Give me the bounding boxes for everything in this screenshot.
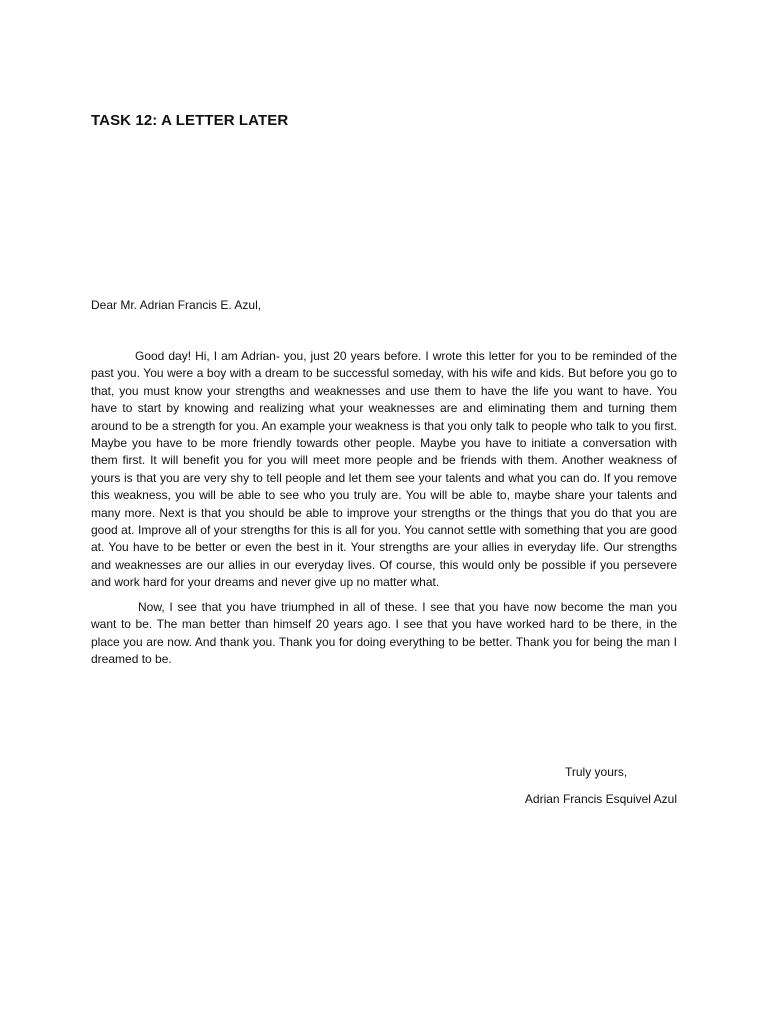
letter-paragraph-1: Good day! Hi, I am Adrian- you, just 20 years before. I wrote this letter for you to be reminded of the past you. You were a boy with a dream to be successful someday, with his wife and kids. But before you go to that, you must know your strengths and weaknesses and use them to have the life you want to have. You have to start by knowing and realizing what your weaknesses are and eliminating them and turning them around to be a strength for you. An example your weakness is that you only talk to people who talk to you first. Maybe you have to be more friendly towards other people. Maybe you have to initiate a conversation with them first. It will benefit you for you will meet more people and be friends with them. Another weakness of yours is that you are very shy to tell people and let them see your talents and what you can do. If you remove this weakness, you will be able to see who you truly are. You will be able to, maybe share your talents and many more. Next is that you should be able to improve your strengths or the things that you do that you are good at. Improve all of your strengths for this is all for you. You cannot settle with something that you are good at. You have to be better or even the best in it. Your strengths are your allies in everyday life. Our strengths and weaknesses are our allies in our everyday lives. Of course, this would only be possible if you persevere and work hard for your dreams and never give up no matter what.: [91, 349, 677, 590]
letter-body: [91, 348, 677, 675]
document-title: TASK 12: A LETTER LATER: [91, 112, 289, 129]
letter-salutation: Dear Mr. Adrian Francis E. Azul,: [91, 298, 262, 312]
letter-closing: Truly yours,: [565, 765, 628, 779]
letter-paragraph-2: Now, I see that you have triumphed in all of these. I see that you have now become the man you want to be. The man better than himself 20 years ago. I see that you have worked hard to be there, in the place you are now. And thank you. Thank you for doing everything to be better. Thank you for being the man I dreamed to be.: [91, 599, 677, 666]
letter-signature: Adrian Francis Esquivel Azul: [524, 792, 677, 806]
